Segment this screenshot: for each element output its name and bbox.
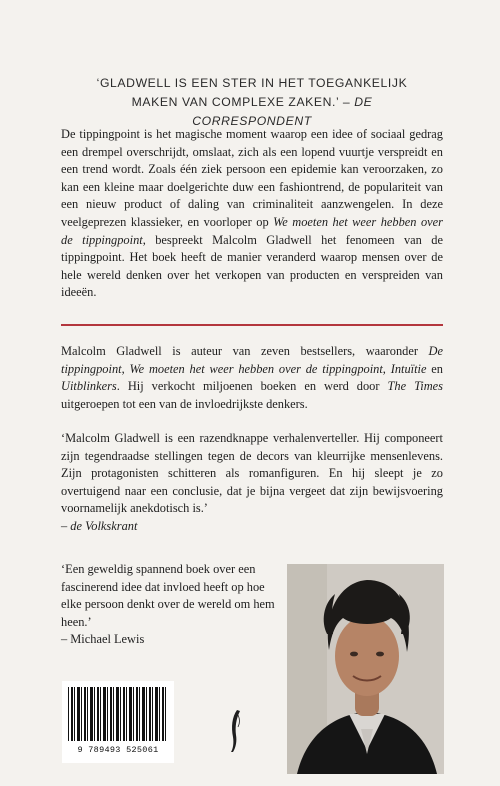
isbn-barcode xyxy=(62,681,174,763)
bio-text-1: Malcolm Gladwell is auteur van zeven bestsellers, waaronder xyxy=(61,344,429,358)
header-quote-source: DE CORRESPONDENT xyxy=(192,95,373,128)
review-1-attr-name: de Volkskrant xyxy=(70,518,138,533)
isbn-number: 9 789493 525061 xyxy=(77,745,159,755)
review-1-text: ‘Malcolm Gladwell is een razendknappe verhalenverteller. Hij componeert zijn tegendraadse stellingen tegen de decors van kleurrijke mensenlevens. Zijn protagonisten schitteren als romanfiguren. En hij sleept je zo overtuigend naar een conclusie, dat je bijna vergeet dat zijn bewijsvoering voornamelijk anekdotisch is.’ xyxy=(61,431,443,516)
review-2-attribution: – Michael Lewis xyxy=(61,632,145,647)
bio-text-5: . Hij verkocht miljoenen boeken en werd door xyxy=(116,379,388,394)
bio-text-6: uitgeroepen tot een van de invloedrijkste denkers. xyxy=(61,396,308,411)
header-quote-text: ‘GLADWELL IS EEN STER IN HET TOEGANKELIJK MAKEN VAN COMPLEXE ZAKEN.’ – xyxy=(96,76,408,109)
author-bio xyxy=(61,343,443,413)
review-volkskrant xyxy=(61,430,443,536)
bio-book-1: De tippingpoint xyxy=(61,344,443,376)
blurb-text-1: De tippingpoint is het magische moment waarop een idee of sociaal gedrag een drempel overschrijdt, omslaat, zich als een lopend vuurtje verspreidt en een trend wordt. Zoals één ziek persoon een epidemie kan veroorzaken, zo kan een kleine maar doelgerichte duw een fashiontrend, de populariteit van een nieuw product of daling van criminaliteit aanzwengelen. In deze veelgeprezen klassieker, en voorloper op xyxy=(61,127,443,229)
bio-text-2: , xyxy=(121,361,130,376)
bio-book-4: Uitblinkers xyxy=(61,379,117,394)
blurb-book-title: We moeten het weer hebben over de tippingpoint xyxy=(61,214,443,247)
author-photo xyxy=(287,564,444,774)
publisher-logo-icon xyxy=(228,709,242,753)
bio-book-2: We moeten het weer hebben over de tippingpoint xyxy=(129,361,383,376)
review-2-text: ‘Een geweldig spannend boek over een fascinerend idee dat invloed heeft op hoe elke persoon denkt over de wereld om hem heen.’ xyxy=(61,562,275,629)
header-quote xyxy=(82,74,422,131)
review-1-attr-prefix: – xyxy=(61,518,71,533)
red-divider xyxy=(61,324,443,326)
bio-book-3: Intuïtie xyxy=(390,361,427,376)
blurb-paragraph xyxy=(61,126,443,302)
blurb-text-2: , bespreekt Malcolm Gladwell het fenomeen van de tippingpoint. Het boek heeft de manier veranderd waarop mensen over de hele wereld denken over het verkopen van producten en verspreiden van ideeën. xyxy=(61,232,443,300)
barcode-bars xyxy=(68,687,168,741)
bio-newspaper: The Times xyxy=(387,379,443,394)
book-blurb xyxy=(61,126,443,302)
bio-text-4: en xyxy=(426,361,443,376)
bio-text-3: , xyxy=(382,361,391,376)
author-portrait-image xyxy=(287,564,444,774)
review-1-attribution xyxy=(61,518,443,536)
review-michael-lewis xyxy=(61,561,276,649)
